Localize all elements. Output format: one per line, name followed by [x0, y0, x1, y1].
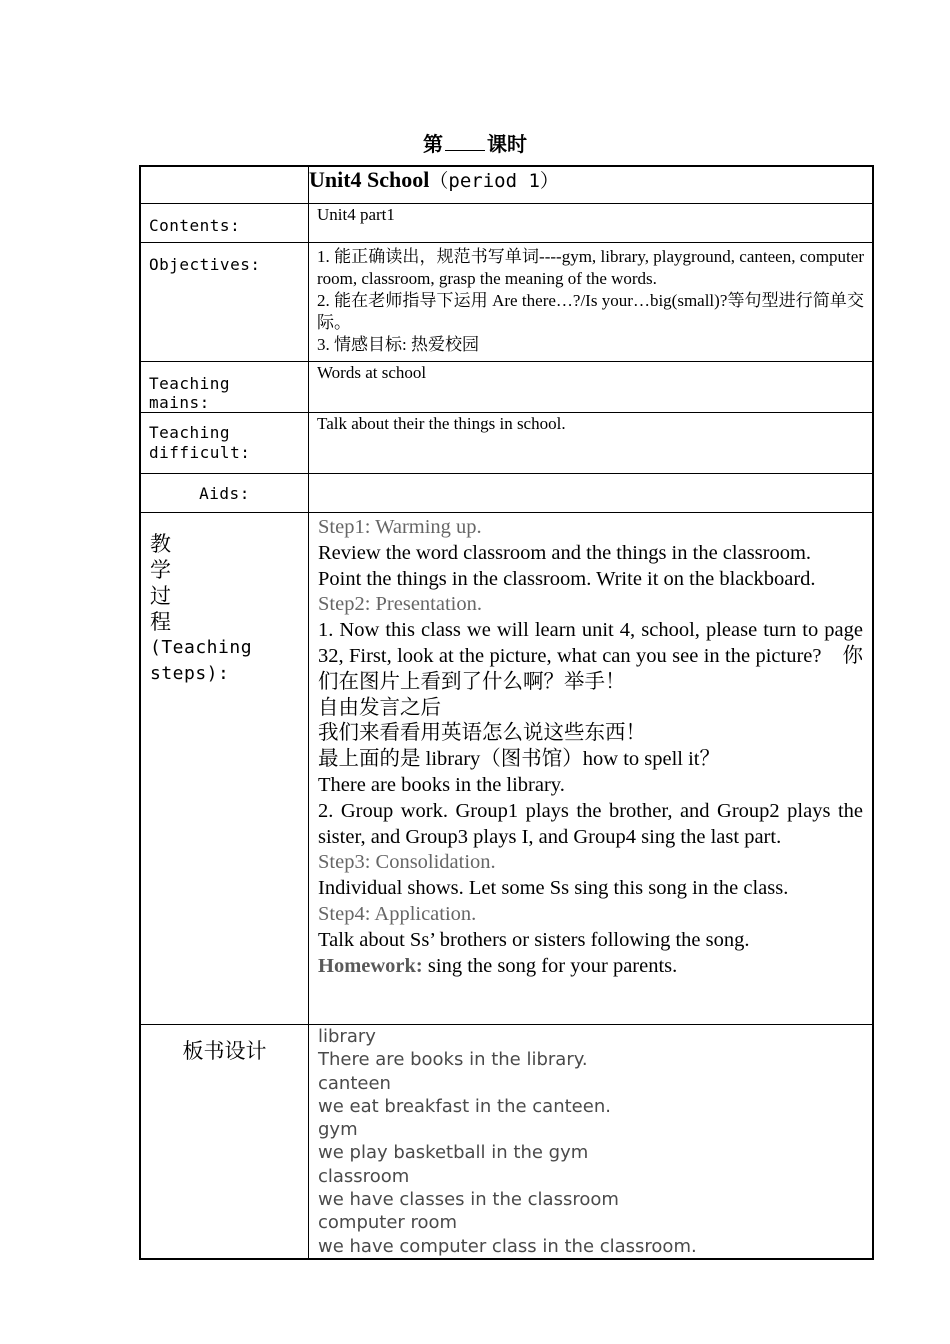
unit-title-period: （period 1） [429, 170, 559, 192]
aids-row [140, 474, 873, 513]
aids-label: Aids: [199, 484, 250, 503]
teaching-mains-value: Words at school [309, 362, 874, 413]
teaching-difficult-label-line: difficult: [149, 443, 251, 462]
lesson-plan-table [139, 165, 874, 1260]
step-heading: Step2: Presentation. [318, 593, 482, 616]
board-line: canteen [318, 1072, 391, 1094]
step-line: Talk about Ss’ brothers or sisters following the song. [318, 928, 750, 951]
objective-item: 2. 能在老师指导下运用 Are there…?/Is your…big(small)?等句型进行简单交际。 [317, 291, 864, 332]
teaching-steps-content [309, 513, 874, 1025]
board-line: classroom [318, 1165, 410, 1187]
board-design-content [309, 1025, 874, 1259]
step-paragraph: 2. Group work. Group1 plays the brother, and Group2 plays the sister, and Group3 plays I, and Group4 sing the last part. [318, 799, 863, 848]
objectives-label: Objectives: [149, 255, 261, 274]
step-line: Review the word classroom and the things in the classroom. [318, 541, 812, 564]
board-line: we eat breakfast in the canteen. [318, 1095, 611, 1117]
objective-item: 1. 能正确读出，规范书写单词----gym, library, playground, canteen, computer room, classroom, grasp the meaning of the words. [317, 247, 864, 288]
teaching-steps-label-en: steps): [150, 663, 230, 684]
lesson-number-prefix: 第 [423, 134, 443, 156]
teaching-steps-label-char: 程 [150, 610, 171, 634]
step-line: 我们来看看用英语怎么说这些东西！ [318, 722, 646, 745]
contents-value: Unit4 part1 [309, 204, 874, 243]
step-paragraph: 1. Now this class we will learn unit 4, school, please turn to page 32, First, look at the picture, what can you see in the picture? 你们在图片上看到了什么啊？举手！ [318, 619, 863, 693]
step-heading: Step4: Application. [318, 902, 477, 925]
lesson-number-suffix: 课时 [487, 134, 527, 156]
teaching-difficult-label-line: Teaching [149, 423, 231, 442]
step-heading: Step1: Warming up. [318, 516, 482, 538]
contents-row [140, 204, 873, 243]
teaching-steps-label-char: 过 [150, 584, 171, 608]
page-title [0, 128, 950, 157]
objectives-label-cell [140, 243, 309, 362]
teaching-steps-label-char: 学 [150, 558, 171, 582]
step-line: Individual shows. Let some Ss sing this song in the class. [318, 877, 789, 900]
board-design-label: 板书设计 [182, 1039, 267, 1063]
teaching-difficult-row [140, 413, 873, 474]
teaching-mains-label: Teaching mains: [149, 374, 231, 412]
teaching-steps-label-cell [140, 513, 309, 1025]
unit-title-main: Unit4 School [309, 167, 430, 192]
board-design-label-cell [140, 1025, 309, 1259]
board-line: we have classes in the classroom [318, 1189, 619, 1211]
title-label-cell [140, 166, 309, 204]
contents-label: Contents: [149, 216, 241, 235]
teaching-mains-row [140, 362, 873, 413]
objectives-row [140, 243, 873, 362]
teaching-difficult-label-cell [140, 413, 309, 474]
teaching-steps-label-char: 教 [150, 532, 171, 556]
board-line: we have computer class in the classroom. [318, 1235, 697, 1257]
homework-label: Homework: [318, 954, 423, 977]
step-line: There are books in the library. [318, 773, 565, 796]
teaching-difficult-label [149, 413, 300, 463]
aids-label-cell [140, 474, 309, 513]
step-line: 自由发言之后 [318, 696, 441, 719]
teaching-steps-label-en: (Teaching [150, 637, 253, 658]
board-line: computer room [318, 1212, 458, 1234]
board-line: There are books in the library. [318, 1049, 588, 1071]
aids-value [309, 474, 874, 513]
board-line: gym [318, 1119, 358, 1141]
objectives-value [309, 243, 874, 362]
homework-line [318, 954, 863, 980]
step-line: Point the things in the classroom. Write it on the blackboard. [318, 567, 816, 590]
title-row [140, 166, 873, 204]
contents-label-cell [140, 204, 309, 243]
board-line: library [318, 1026, 376, 1047]
homework-text: sing the song for your parents. [422, 954, 678, 977]
objective-item: 3. 情感目标: 热爱校园 [317, 335, 479, 354]
lesson-number-blank [445, 132, 485, 151]
teaching-mains-label-cell [140, 362, 309, 413]
step-line: 最上面的是 library（图书馆）how to spell it？ [318, 748, 721, 771]
teaching-difficult-value: Talk about their the things in school. [309, 413, 874, 474]
teaching-steps-row [140, 513, 873, 1025]
board-line: we play basketball in the gym [318, 1142, 589, 1164]
board-design-row [140, 1025, 873, 1259]
step-heading: Step3: Consolidation. [318, 851, 496, 874]
unit-title [309, 166, 874, 204]
